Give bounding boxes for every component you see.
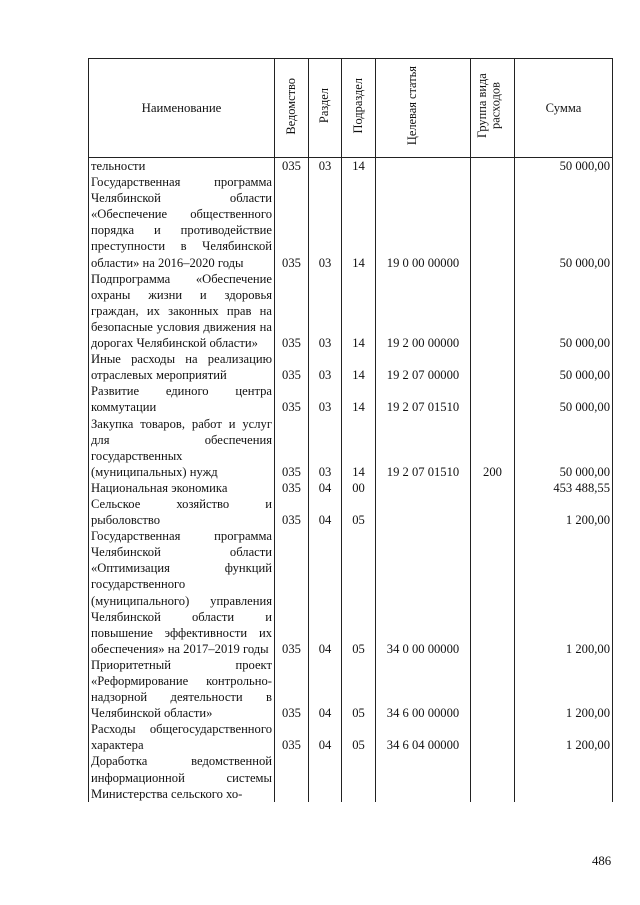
table-row <box>89 351 613 383</box>
table-row <box>89 528 613 657</box>
header-vedomstvo: Ведомство <box>275 59 309 158</box>
row-name-cell: Закупка товаров, работ и услуг для обеспечения государственных (муниципальных) нужд <box>89 416 275 480</box>
row-name-cell: Государственная программа Челябинской области «Обеспечение общественного порядка и противодействие преступности в Челябинской области» на 2016–2020 годы <box>89 174 275 271</box>
row-vedomstvo-cell: 035 <box>275 351 309 383</box>
row-vedomstvo-cell: 035 <box>275 383 309 415</box>
row-gruppa-cell <box>471 383 515 415</box>
header-summa: Сумма <box>515 59 613 158</box>
row-name-cell: Иные расходы на реализацию отраслевых мероприятий <box>89 351 275 383</box>
row-vedomstvo-cell: 035 <box>275 496 309 528</box>
table-row <box>89 721 613 753</box>
row-gruppa-cell <box>471 480 515 496</box>
row-gruppa-cell: 200 <box>471 416 515 480</box>
row-celevaya-cell: 34 0 00 00000 <box>376 528 471 657</box>
row-podrazdel-cell: 00 <box>342 480 376 496</box>
row-celevaya-cell: 19 2 07 01510 <box>376 383 471 415</box>
row-podrazdel-cell: 14 <box>342 271 376 351</box>
header-name: Наименование <box>89 59 275 158</box>
row-summa-cell: 1 200,00 <box>515 528 613 657</box>
row-razdel-cell: 03 <box>309 158 342 175</box>
row-podrazdel-cell: 14 <box>342 174 376 271</box>
row-celevaya-cell <box>376 753 471 801</box>
row-podrazdel-cell: 05 <box>342 657 376 721</box>
row-name-cell: тельности <box>89 158 275 175</box>
row-razdel-cell: 03 <box>309 271 342 351</box>
row-podrazdel-cell: 05 <box>342 528 376 657</box>
row-vedomstvo-cell: 035 <box>275 480 309 496</box>
row-summa-cell: 50 000,00 <box>515 351 613 383</box>
table-row <box>89 174 613 271</box>
row-vedomstvo-cell: 035 <box>275 416 309 480</box>
row-name-cell: Расходы общегосударственного характера <box>89 721 275 753</box>
row-razdel-cell: 04 <box>309 480 342 496</box>
row-vedomstvo-cell: 035 <box>275 657 309 721</box>
table-row <box>89 753 613 801</box>
row-gruppa-cell <box>471 657 515 721</box>
row-razdel-cell: 04 <box>309 657 342 721</box>
row-summa-cell: 50 000,00 <box>515 271 613 351</box>
row-gruppa-cell <box>471 174 515 271</box>
row-razdel-cell: 04 <box>309 496 342 528</box>
row-name-cell: Доработка ведомственной информационной системы Министерства сельского хо- <box>89 753 275 801</box>
row-razdel-cell: 03 <box>309 383 342 415</box>
row-name-cell: Государственная программа Челябинской области «Оптимизация функций государственного (муниципального) управления Челябинской области и повышение эффективности их обеспечения» на 2017–2019 годы <box>89 528 275 657</box>
row-summa-cell: 50 000,00 <box>515 158 613 175</box>
row-summa-cell: 50 000,00 <box>515 383 613 415</box>
row-summa-cell: 1 200,00 <box>515 496 613 528</box>
row-podrazdel-cell <box>342 753 376 801</box>
table-row <box>89 271 613 351</box>
row-vedomstvo-cell: 035 <box>275 528 309 657</box>
header-podrazdel: Подраздел <box>342 59 376 158</box>
row-celevaya-cell: 19 0 00 00000 <box>376 174 471 271</box>
row-podrazdel-cell: 14 <box>342 158 376 175</box>
row-vedomstvo-cell <box>275 753 309 801</box>
table-row <box>89 496 613 528</box>
row-razdel-cell: 04 <box>309 721 342 753</box>
row-gruppa-cell <box>471 158 515 175</box>
row-summa-cell: 1 200,00 <box>515 657 613 721</box>
row-name-cell: Сельское хозяйство и рыболовство <box>89 496 275 528</box>
table-header-row <box>89 59 613 158</box>
table-row <box>89 383 613 415</box>
row-name-cell: Национальная экономика <box>89 480 275 496</box>
row-vedomstvo-cell: 035 <box>275 158 309 175</box>
row-summa-cell: 50 000,00 <box>515 174 613 271</box>
row-podrazdel-cell: 14 <box>342 383 376 415</box>
row-summa-cell: 50 000,00 <box>515 416 613 480</box>
row-celevaya-cell: 34 6 04 00000 <box>376 721 471 753</box>
header-razdel: Раздел <box>309 59 342 158</box>
row-name-cell: Развитие единого центра коммутации <box>89 383 275 415</box>
row-podrazdel-cell: 05 <box>342 721 376 753</box>
row-celevaya-cell <box>376 158 471 175</box>
row-celevaya-cell: 19 2 07 00000 <box>376 351 471 383</box>
row-razdel-cell <box>309 753 342 801</box>
row-gruppa-cell <box>471 528 515 657</box>
row-celevaya-cell <box>376 480 471 496</box>
table-row <box>89 416 613 480</box>
row-name-cell: Приоритетный проект «Реформирование контрольно-надзорной деятельности в Челябинской области» <box>89 657 275 721</box>
table-row <box>89 657 613 721</box>
header-celevaya-statya: Целевая статья <box>376 59 471 158</box>
row-summa-cell: 1 200,00 <box>515 721 613 753</box>
row-podrazdel-cell: 14 <box>342 416 376 480</box>
row-vedomstvo-cell: 035 <box>275 174 309 271</box>
table-row <box>89 480 613 496</box>
row-razdel-cell: 03 <box>309 174 342 271</box>
row-gruppa-cell <box>471 496 515 528</box>
row-podrazdel-cell: 14 <box>342 351 376 383</box>
row-celevaya-cell: 34 6 00 00000 <box>376 657 471 721</box>
header-gruppa-vida-rashodov: Группа вида расходов <box>471 59 515 158</box>
row-gruppa-cell <box>471 351 515 383</box>
page-number: 486 <box>592 854 612 868</box>
row-podrazdel-cell: 05 <box>342 496 376 528</box>
row-name-cell: Подпрограмма «Обеспечение охраны жизни и здоровья граждан, их законных прав на безопасные условия движения на дорогах Челябинской области» <box>89 271 275 351</box>
row-celevaya-cell <box>376 496 471 528</box>
row-celevaya-cell: 19 2 00 00000 <box>376 271 471 351</box>
row-vedomstvo-cell: 035 <box>275 271 309 351</box>
row-gruppa-cell <box>471 271 515 351</box>
row-vedomstvo-cell: 035 <box>275 721 309 753</box>
row-celevaya-cell: 19 2 07 01510 <box>376 416 471 480</box>
row-razdel-cell: 03 <box>309 351 342 383</box>
row-razdel-cell: 04 <box>309 528 342 657</box>
row-razdel-cell: 03 <box>309 416 342 480</box>
row-summa-cell <box>515 753 613 801</box>
row-gruppa-cell <box>471 753 515 801</box>
budget-table <box>88 58 613 802</box>
table-row <box>89 158 613 175</box>
row-summa-cell: 453 488,55 <box>515 480 613 496</box>
row-gruppa-cell <box>471 721 515 753</box>
